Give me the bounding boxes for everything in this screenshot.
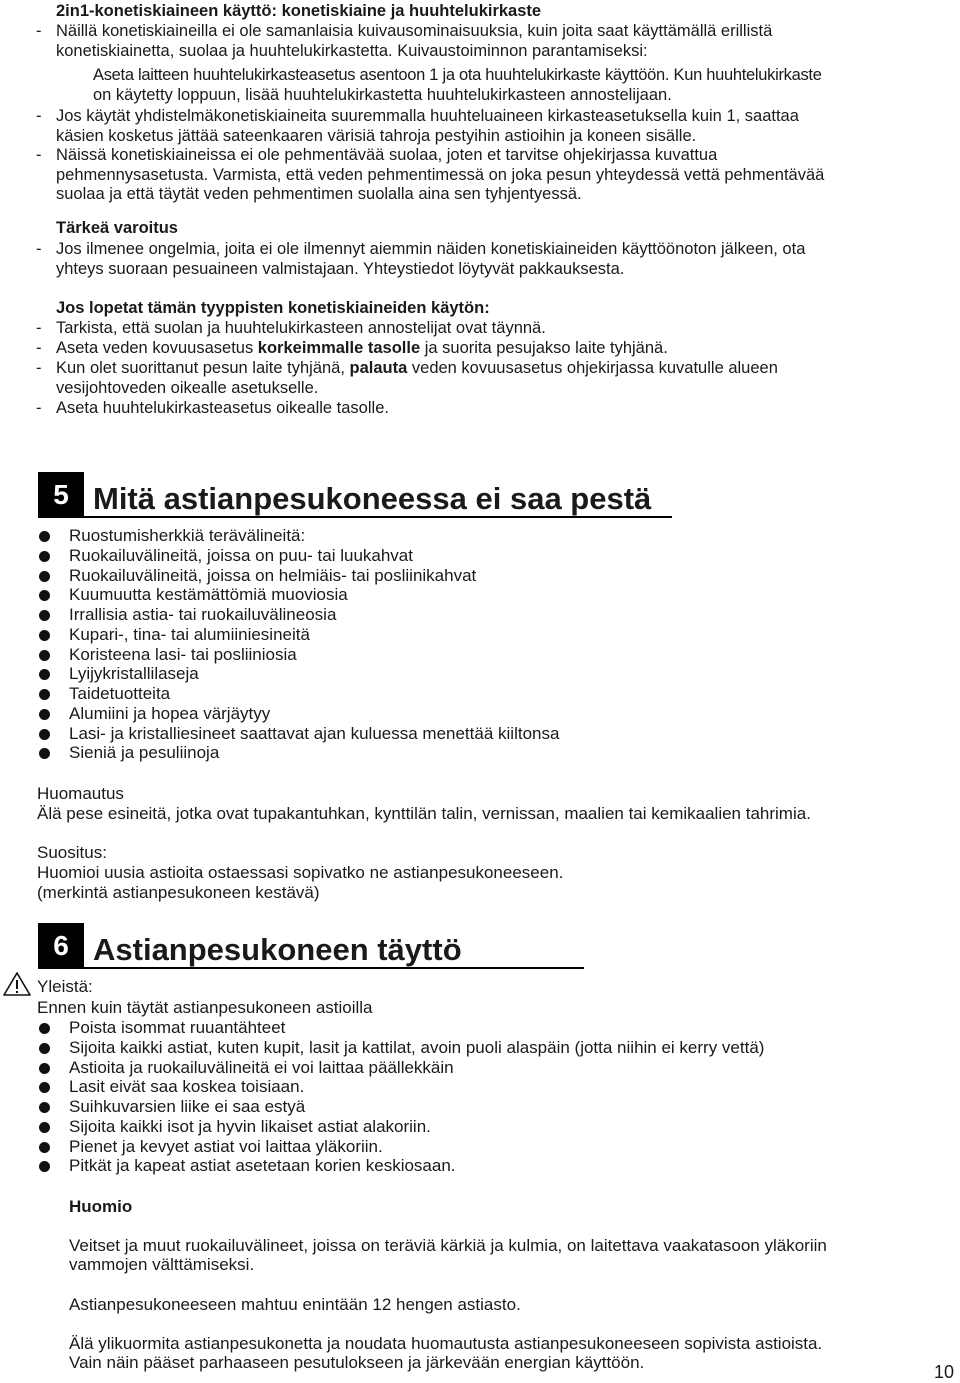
dash-marker: -: [36, 240, 42, 258]
bullet-dot-icon: [39, 1102, 50, 1113]
list-item: Pienet ja kevyet astiat voi laittaa yläkoriin.: [69, 1136, 383, 1156]
emphasis-text: korkeimmalle tasolle: [257, 339, 421, 357]
bullet-dot-icon: [39, 1142, 50, 1153]
bullet-dot-icon: [39, 590, 50, 601]
section-number-badge: 5: [38, 472, 84, 518]
text-run: ja suorita pesujakso laite tyhjänä.: [420, 339, 668, 357]
bullet-dot-icon: [39, 630, 50, 641]
list-item: Ruokailuvälineitä, joissa on puu- tai luukahvat: [69, 545, 413, 565]
paragraph-line: pehmennysasetusta. Varmista, että veden pehmentimessä on joka pesun yhteydessä vettä pehmentävää: [56, 166, 825, 184]
bullet-dot-icon: [39, 729, 50, 740]
section-underline: [84, 967, 584, 969]
recommendation-text: Huomioi uusia astioita ostaessasi sopivatko ne astianpesukoneeseen.: [37, 863, 564, 882]
page-number: 10: [934, 1362, 955, 1382]
paragraph-line: Aseta laitteen huuhtelukirkasteasetus asentoon 1 ja ota huuhtelukirkaste käyttöön. Kun huuhtelukirkaste: [93, 66, 822, 84]
list-item: Taidetuotteita: [69, 684, 171, 703]
section-underline: [84, 516, 672, 518]
paragraph-line: Astianpesukoneeseen mahtuu enintään 12 hengen astiasto.: [69, 1295, 521, 1314]
paragraph-line: Älä ylikuormita astianpesukonetta ja noudata huomautusta astianpesukoneeseen sopivista astioista.: [69, 1334, 823, 1353]
paragraph-line: Jos ilmenee ongelmia, joita ei ole ilmennyt aiemmin näiden konetiskiaineiden käyttöönoton jälkeen, ota: [56, 240, 806, 258]
dash-marker: -: [36, 339, 42, 357]
bullet-dot-icon: [39, 1063, 50, 1074]
paragraph-line: Jos käytät yhdistelmäkonetiskiaineita suuremmalla huuhteluaineen kirkasteasetuksella kuin 1, saattaa: [56, 107, 799, 125]
emphasis-text: palauta: [349, 359, 408, 377]
recommendation-label: Suositus:: [37, 843, 107, 862]
list-item: Sieniä ja pesuliinoja: [69, 743, 220, 763]
list-item: Lasit eivät saa koskea toisiaan.: [69, 1077, 305, 1097]
bullet-dot-icon: [39, 610, 50, 621]
bullet-dot-icon: [39, 689, 50, 700]
paragraph-line: käsien kosketus jättää sateenkaaren värisiä tahroja pestyihin astioihin ja koneen sisälle.: [56, 127, 697, 145]
intro-text: Ennen kuin täytät astianpesukoneen astioilla: [37, 998, 373, 1017]
list-item: Kuumuutta kestämättömiä muoviosia: [69, 585, 348, 605]
bullet-dot-icon: [39, 531, 50, 542]
dash-marker: -: [36, 319, 42, 337]
list-item: Koristeena lasi- tai posliiniosia: [69, 644, 297, 664]
paragraph-line: vammojen välttämiseksi.: [69, 1255, 255, 1274]
text-run: veden kovuusasetus ohjekirjassa kuvatulle alueen: [407, 359, 778, 377]
paragraph-line: Vain näin pääset parhaaseen pesutulokseen ja järkevään energian käyttöön.: [69, 1353, 645, 1372]
list-item: Suihkuvarsien liike ei saa estyä: [69, 1097, 306, 1116]
section-title: Mitä astianpesukoneessa ei saa pestä: [93, 481, 652, 516]
list-item: Astioita ja ruokailuvälineitä ei voi laittaa päällekkäin: [69, 1057, 454, 1077]
list-item: Pitkät ja kapeat astiat asetetaan korien keskiosaan.: [69, 1156, 456, 1176]
bullet-dot-icon: [39, 1023, 50, 1034]
list-item: Tarkista, että suolan ja huuhtelukirkasteen annostelijat ovat täynnä.: [56, 319, 546, 337]
list-item: Aseta huuhtelukirkasteasetus oikealle tasolle.: [56, 399, 389, 417]
paragraph-line: yhteys suoraan pesuaineen valmistajaan. Yhteystiedot löytyvät pakkauksesta.: [56, 260, 625, 278]
list-item: Poista isommat ruuantähteet: [69, 1018, 286, 1037]
dash-marker: -: [36, 399, 42, 417]
dash-marker: -: [36, 107, 42, 125]
section-heading-2in1: 2in1-konetiskiaineen käyttö: konetiskiaine ja huuhtelukirkaste: [56, 2, 542, 20]
list-item: Lyijykristallilaseja: [69, 664, 199, 684]
text-run: Kun olet suorittanut pesun laite tyhjänä,: [56, 359, 350, 377]
bullet-dot-icon: [39, 1161, 50, 1172]
huomio-heading: Huomio: [69, 1197, 133, 1216]
recommendation-text: (merkintä astianpesukoneen kestävä): [37, 883, 320, 902]
warning-triangle-icon: [2, 971, 32, 997]
list-item: Lasi- ja kristalliesineet saattavat ajan kuluessa menettää kiiltonsa: [69, 723, 560, 743]
note-text: Älä pese esineitä, jotka ovat tupakantuhkan, kynttilän talin, vernissan, maalien tai kemikaalien tahrimia.: [37, 804, 811, 823]
bullet-dot-icon: [39, 709, 50, 720]
paragraph-line: suolaa ja että täytät veden pehmentimen suolalla aina sen tyhjentyessä.: [56, 185, 582, 203]
bullet-dot-icon: [39, 571, 50, 582]
dash-marker: -: [36, 22, 42, 40]
dash-marker: -: [36, 359, 42, 377]
bullet-dot-icon: [39, 1082, 50, 1093]
bullet-dot-icon: [39, 1043, 50, 1054]
list-item: Sijoita kaikki astiat, kuten kupit, lasit ja kattilat, avoin puoli alaspäin (jotta niihin ei kerry vettä): [69, 1037, 765, 1057]
dash-marker: -: [36, 146, 42, 164]
paragraph-line: on käytetty loppuun, lisää huuhtelukirkastetta huuhtelukirkasteen annostelijaan.: [93, 86, 672, 104]
paragraph-line: konetiskiainetta, suolaa ja huuhtelukirkastetta. Kuivaustoiminnon parantamiseksi:: [56, 42, 648, 60]
list-item: Sijoita kaikki isot ja hyvin likaiset astiat alakoriin.: [69, 1116, 431, 1136]
paragraph-line: Näissä konetiskiaineissa ei ole pehmentävää suolaa, joten et tarvitse ohjekirjassa kuvattua: [56, 146, 718, 164]
list-item: Alumiini ja hopea värjäytyy: [69, 703, 271, 723]
text-run: Aseta veden kovuusasetus: [56, 339, 258, 357]
list-item: Kupari-, tina- tai alumiiniesineitä: [69, 624, 310, 644]
bullet-dot-icon: [39, 1122, 50, 1133]
general-label: Yleistä:: [37, 977, 93, 996]
bullet-dot-icon: [39, 650, 50, 661]
list-item-continuation: vesijohtoveden oikealle asetukselle.: [56, 379, 319, 397]
bullet-dot-icon: [39, 748, 50, 759]
section-number-badge: 6: [38, 923, 84, 969]
note-label: Huomautus: [37, 784, 124, 803]
warning-heading: Tärkeä varoitus: [56, 219, 178, 237]
bullet-dot-icon: [39, 551, 50, 562]
list-item: Ruostumisherkkiä terävälineitä:: [69, 526, 306, 545]
paragraph-line: Näillä konetiskiaineilla ei ole samanlaisia kuivausominaisuuksia, kuin joita saat käyttämällä erillistä: [56, 22, 773, 40]
section-title: Astianpesukoneen täyttö: [93, 932, 462, 967]
bullet-dot-icon: [39, 669, 50, 680]
list-item: Ruokailuvälineitä, joissa on helmiäis- tai posliinikahvat: [69, 565, 477, 585]
paragraph-line: Veitset ja muut ruokailuvälineet, joissa on teräviä kärkiä ja kulmia, on laitettava vaakatasoon yläkoriin: [69, 1236, 827, 1255]
stop-heading: Jos lopetat tämän tyyppisten konetiskiaineiden käytön:: [56, 299, 490, 317]
list-item: Irrallisia astia- tai ruokailuvälineosia: [69, 605, 337, 624]
list-item: [56, 338, 668, 358]
list-item: [56, 358, 778, 378]
